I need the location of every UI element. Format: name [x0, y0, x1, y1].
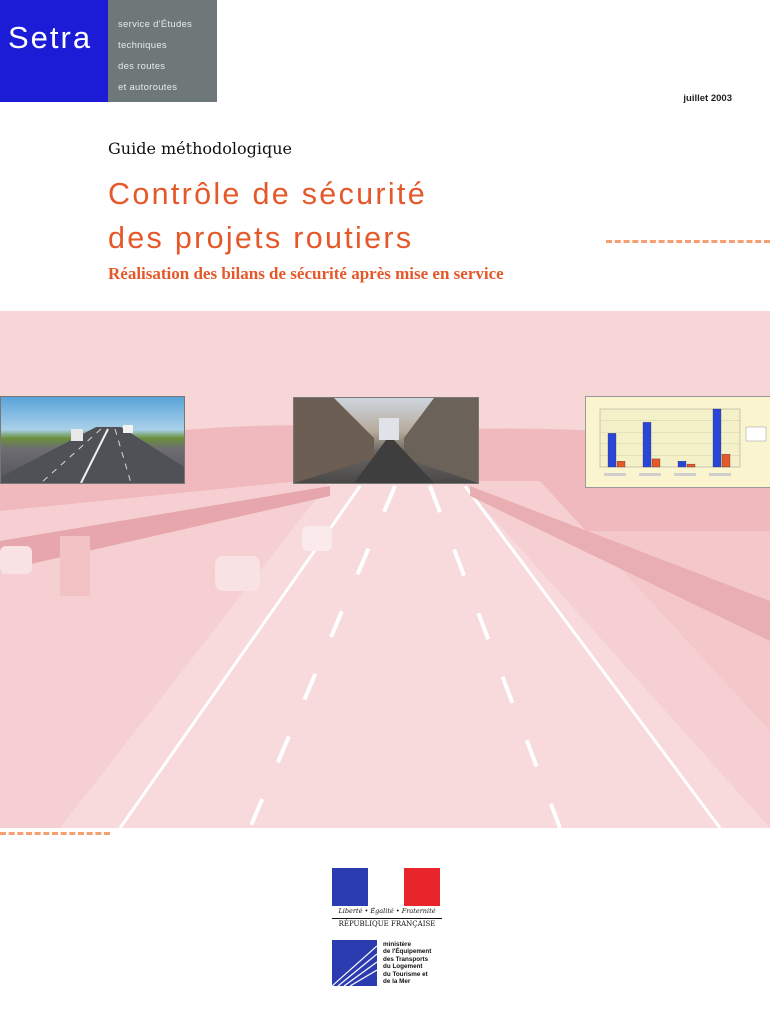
inset-chart-svg — [586, 397, 770, 487]
ministry-logo — [332, 940, 377, 986]
street-photo — [293, 397, 479, 484]
setra-tagline-line: service d'Études — [118, 19, 193, 30]
ministry-line: des Transports — [383, 955, 429, 963]
publication-date: juillet 2003 — [683, 93, 732, 104]
ministry-line: du Tourisme et — [383, 970, 428, 978]
chart-bar — [678, 461, 686, 467]
setra-tagline — [118, 14, 192, 98]
setra-tagline-line: techniques — [118, 40, 167, 51]
setra-tagline-line: des routes — [118, 61, 166, 72]
chart-bar — [652, 459, 660, 467]
ministry-line: de l'Équipement — [383, 948, 432, 956]
marianne-flag-logo — [332, 868, 440, 906]
street-photo-drawing — [294, 398, 478, 483]
chart-tick-label — [709, 473, 731, 476]
chart-bar — [713, 409, 721, 467]
flag-blue-band — [332, 868, 368, 906]
setra-logo-word: Setra — [8, 20, 93, 55]
ministry-line: du Logement — [383, 963, 423, 971]
ministry-line: ministère — [383, 941, 411, 948]
republique-francaise-label: RÉPUBLIQUE FRANÇAISE — [332, 918, 442, 928]
chart-legend — [746, 427, 766, 441]
motorway-illustration — [0, 311, 770, 828]
inset-bar-chart — [585, 396, 770, 488]
decorative-dashes-top — [606, 240, 770, 243]
title-line: des projets routiers — [108, 221, 414, 255]
flag-red-band — [404, 868, 440, 906]
title-line: Contrôle de sécurité — [108, 177, 427, 211]
motorway-photo-drawing — [1, 397, 184, 483]
document-title — [108, 172, 427, 260]
document-subtitle: Réalisation des bilans de sécurité après mise en service — [108, 264, 504, 283]
chart-bar — [617, 461, 625, 467]
ministry-line: de la Mer — [383, 978, 411, 986]
chart-tick-label — [639, 473, 661, 476]
motorway-photo — [0, 396, 185, 484]
setra-tagline-line: et autoroutes — [118, 82, 178, 93]
ministry-name — [383, 941, 431, 985]
motorway-background-image — [0, 311, 770, 828]
document-kicker: Guide méthodologique — [108, 139, 293, 158]
chart-bar — [722, 454, 730, 467]
chart-tick-label — [604, 473, 626, 476]
ministry-logo-lines — [332, 940, 377, 986]
chart-bar — [643, 422, 651, 467]
chart-tick-label — [674, 473, 696, 476]
republic-motto: Liberté • Égalité • Fraternité — [338, 907, 436, 915]
chart-bar — [687, 464, 695, 467]
chart-bar — [608, 433, 616, 467]
setra-logo-block — [0, 0, 108, 102]
decorative-dashes-bottom — [0, 832, 110, 835]
flag-white-band — [368, 868, 404, 906]
